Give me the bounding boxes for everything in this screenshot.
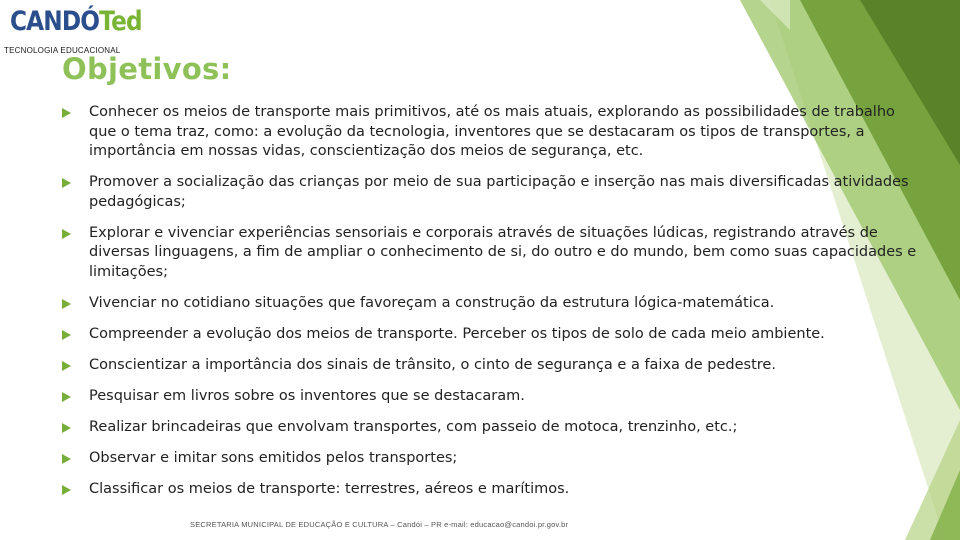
- bullet-text: Conscientizar a importância dos sinais de trânsito, o cinto de segurança e a faixa de pedestre.: [89, 356, 776, 373]
- bullet-item: [62, 294, 920, 314]
- slide-title: Objetivos:: [62, 52, 232, 86]
- bullet-arrow-icon: [62, 229, 71, 239]
- slide-footer: SECRETARIA MUNICIPAL DE EDUCAÇÃO E CULTURA – Candói – PR e-mail: educacao@candoi.pr.gov.br: [190, 520, 569, 529]
- objectives-list: [62, 103, 920, 511]
- bullet-item: [62, 418, 920, 438]
- bullet-text: Pesquisar em livros sobre os inventores que se destacaram.: [89, 387, 525, 404]
- bullet-arrow-icon: [62, 330, 71, 340]
- bullet-text: Explorar e vivenciar experiências sensoriais e corporais através de situações lúdicas, registrando através de diversas linguagens, a fim de ampliar o conhecimento de si, do outro e do mundo, bem como suas capacidades e limitações;: [89, 224, 917, 280]
- bullet-text: Realizar brincadeiras que envolvam transportes, com passeio de motoca, trenzinho, etc.;: [89, 418, 738, 435]
- logo-subtitle: TECNOLOGIA EDUCACIONAL: [4, 46, 121, 55]
- logo-wordmark: CANDÓTed: [10, 6, 142, 37]
- bullet-text: Classificar os meios de transporte: terrestres, aéreos e marítimos.: [89, 480, 570, 497]
- bullet-arrow-icon: [62, 454, 71, 464]
- bullet-arrow-icon: [62, 423, 71, 433]
- bullet-text: Observar e imitar sons emitidos pelos transportes;: [89, 449, 458, 466]
- bullet-item: [62, 387, 920, 407]
- bullet-arrow-icon: [62, 299, 71, 309]
- bullet-item: [62, 449, 920, 469]
- bullet-item: [62, 103, 920, 162]
- bullet-item: [62, 325, 920, 345]
- brand-logo: [4, 2, 142, 55]
- bullet-arrow-icon: [62, 392, 71, 402]
- bullet-arrow-icon: [62, 108, 71, 118]
- bullet-text: Vivenciar no cotidiano situações que favoreçam a construção da estrutura lógica-matemática.: [89, 294, 775, 311]
- bullet-arrow-icon: [62, 361, 71, 371]
- bullet-arrow-icon: [62, 178, 71, 188]
- bullet-text: Promover a socialização das crianças por meio de sua participação e inserção nas mais diversificadas atividades pedagógicas;: [89, 174, 909, 210]
- bullet-item: [62, 480, 920, 500]
- bullet-text: Compreender a evolução dos meios de transporte. Perceber os tipos de solo de cada meio ambiente.: [89, 325, 825, 342]
- bullet-item: [62, 356, 920, 376]
- bullet-item: [62, 224, 920, 283]
- bullet-arrow-icon: [62, 485, 71, 495]
- bullet-text: Conhecer os meios de transporte mais primitivos, até os mais atuais, explorando as possibilidades de trabalho que o tema traz, como: a evolução da tecnologia, inventores que se destacaram os tipos de transportes, a importância em nossas vidas, conscientização dos meios de segurança, etc.: [89, 104, 895, 159]
- bullet-item: [62, 173, 920, 212]
